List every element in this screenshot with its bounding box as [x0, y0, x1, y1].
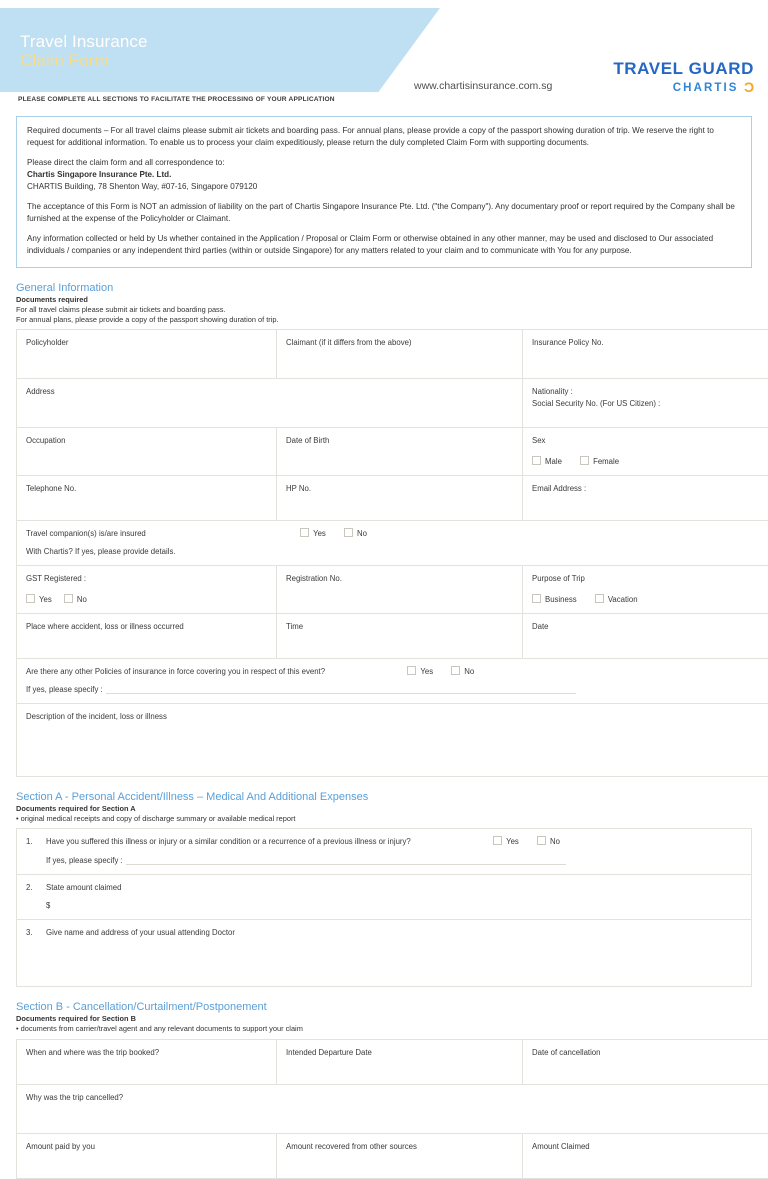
field-time[interactable] — [277, 613, 523, 658]
field-sex — [523, 428, 768, 475]
field-label: Telephone No. — [26, 484, 76, 493]
checkbox-label: Female — [593, 457, 619, 466]
checkbox-label: Yes — [506, 837, 519, 846]
field-registration-no[interactable] — [277, 566, 523, 613]
field-label: Amount recovered from other sources — [286, 1142, 417, 1151]
checkbox-other-policies-yes[interactable] — [407, 666, 433, 678]
checkbox-icon[interactable] — [595, 594, 604, 603]
checkbox-label: Yes — [39, 595, 52, 604]
field-label: Policyholder — [26, 338, 68, 347]
general-documents-line-2: For annual plans, please provide a copy of the passport showing duration of trip. — [16, 315, 752, 325]
checkbox-label: Business — [545, 595, 577, 604]
field-if-yes-specify — [26, 684, 768, 696]
form-content — [16, 116, 752, 1179]
general-documents-line-1: For all travel claims please submit air tickets and boarding pass. — [16, 305, 752, 315]
header-title-group — [20, 32, 148, 70]
field-insurance-policy-no[interactable] — [523, 330, 768, 379]
field-label: Intended Departure Date — [286, 1048, 372, 1057]
general-information-heading: General Information — [16, 282, 752, 294]
question-number: 1. — [26, 836, 46, 848]
field-telephone-no[interactable] — [17, 475, 277, 520]
table-row — [17, 613, 768, 658]
field-label: Travel companion(s) is/are insured — [26, 529, 146, 538]
field-address[interactable] — [17, 379, 523, 428]
checkbox-icon[interactable] — [580, 456, 589, 465]
currency-symbol: $ — [46, 900, 743, 912]
field-label: When and where was the trip booked? — [26, 1048, 159, 1057]
brand-logo — [613, 60, 754, 95]
table-row — [17, 920, 752, 987]
checkbox-icon[interactable] — [537, 836, 546, 845]
checkbox-gst-no[interactable] — [64, 594, 87, 606]
field-claimant[interactable] — [277, 330, 523, 379]
chartis-swoosh-icon: C — [744, 80, 754, 95]
field-email-address[interactable] — [523, 475, 768, 520]
table-row — [17, 566, 768, 613]
table-row — [17, 1084, 768, 1133]
field-nationality-ssn[interactable] — [523, 379, 768, 428]
write-in-line[interactable] — [106, 693, 576, 694]
field-label: Place where accident, loss or illness occurred — [26, 622, 184, 631]
field-label: Time — [286, 622, 303, 631]
checkbox-icon[interactable] — [64, 594, 73, 603]
field-intended-departure-date[interactable] — [277, 1039, 523, 1084]
table-row — [17, 703, 768, 776]
field-label: Claimant (if it differs from the above) — [286, 338, 412, 347]
checkbox-vacation[interactable] — [595, 594, 638, 606]
field-label: Email Address : — [532, 484, 586, 493]
field-label: Occupation — [26, 436, 65, 445]
field-date-of-birth[interactable] — [277, 428, 523, 475]
checkbox-icon[interactable] — [532, 594, 541, 603]
field-date[interactable] — [523, 613, 768, 658]
field-label: Date of cancellation — [532, 1048, 600, 1057]
field-why-cancelled[interactable] — [17, 1084, 768, 1133]
table-row — [17, 428, 768, 475]
field-occupation[interactable] — [17, 428, 277, 475]
checkbox-companion-yes[interactable] — [300, 528, 326, 540]
section-a-question-3[interactable] — [17, 920, 752, 987]
table-row — [17, 520, 768, 565]
checkbox-q1-no[interactable] — [537, 836, 560, 848]
checkbox-male[interactable] — [532, 456, 562, 468]
intro-notice-box — [16, 116, 752, 268]
section-a-question-2[interactable] — [17, 874, 752, 919]
checkbox-icon[interactable] — [26, 594, 35, 603]
field-label: Amount Claimed — [532, 1142, 590, 1151]
page-header — [0, 0, 768, 92]
field-label: If yes, please specify : — [26, 685, 103, 694]
checkbox-companion-no[interactable] — [344, 528, 367, 540]
checkbox-label: No — [357, 529, 367, 538]
section-b-heading: Section B - Cancellation/Curtailment/Postponement — [16, 1001, 752, 1013]
section-a-documents-title: Documents required for Section A — [16, 804, 752, 814]
table-row — [17, 475, 768, 520]
field-label: HP No. — [286, 484, 311, 493]
general-information-table — [16, 329, 768, 777]
checkbox-label: No — [550, 837, 560, 846]
checkbox-female[interactable] — [580, 456, 619, 468]
checkbox-label: Male — [545, 457, 562, 466]
checkbox-icon[interactable] — [451, 666, 460, 675]
question-number: 3. — [26, 927, 46, 939]
section-a-table — [16, 828, 752, 987]
field-label-ssn: Social Security No. (For US Citizen) : — [532, 399, 660, 408]
field-label: Purpose of Trip — [532, 574, 585, 583]
field-place-of-incident[interactable] — [17, 613, 277, 658]
intro-direct-to-label: Please direct the claim form and all correspondence to: — [27, 157, 741, 169]
company-address: CHARTIS Building, 78 Shenton Way, #07-16, Singapore 079120 — [27, 181, 741, 193]
logo-chartis-text: CHARTIS C — [613, 80, 754, 95]
field-label: Date of Birth — [286, 436, 329, 445]
company-name: Chartis Singapore Insurance Pte. Ltd. — [27, 169, 741, 181]
intro-paragraph-3: The acceptance of this Form is NOT an admission of liability on the part of Chartis Singapore Insurance Pte. Ltd. ("the Company"). Any documentary proof or report required by the Company shall be furnished at the expense of the Policyholder or Claimant. — [27, 201, 741, 225]
checkbox-label: No — [77, 595, 87, 604]
field-amount-paid[interactable] — [17, 1133, 277, 1178]
field-gst-registered — [17, 566, 277, 613]
field-amount-recovered[interactable] — [277, 1133, 523, 1178]
question-text: State amount claimed — [46, 882, 121, 894]
section-b-documents-title: Documents required for Section B — [16, 1014, 752, 1024]
field-policyholder[interactable] — [17, 330, 277, 379]
claim-form-page — [0, 0, 768, 92]
field-label: Amount paid by you — [26, 1142, 95, 1151]
field-purpose-of-trip — [523, 566, 768, 613]
question-number: 2. — [26, 882, 46, 894]
field-other-policies — [17, 658, 768, 703]
section-b-documents-line-1: • documents from carrier/travel agent and any relevant documents to support your claim — [16, 1024, 752, 1034]
checkbox-label: No — [464, 667, 474, 676]
checkbox-icon[interactable] — [300, 528, 309, 537]
field-label: Why was the trip cancelled? — [26, 1093, 123, 1102]
field-label: If yes, please specify : — [46, 856, 123, 865]
section-a-documents-line-1: • original medical receipts and copy of discharge summary or available medical report — [16, 814, 752, 824]
checkbox-other-policies-no[interactable] — [451, 666, 474, 678]
intro-paragraph-1: Required documents – For all travel claims please submit air tickets and boarding pass. For annual plans, please provide a copy of the passport showing duration of trip. We reserve the right to request for additional information. To enable us to process your claim expeditiously, please return the duly completed Claim Form with supporting documents. — [27, 125, 741, 149]
field-label: Address — [26, 387, 55, 396]
checkbox-icon[interactable] — [344, 528, 353, 537]
table-row — [17, 330, 768, 379]
checkbox-icon[interactable] — [407, 666, 416, 675]
logo-travel-guard-text: TRAVEL GUARD — [613, 60, 754, 78]
question-text: Have you suffered this illness or injury or a similar condition or a recurrence of a previous illness or injury? — [46, 836, 411, 848]
field-label-nationality: Nationality : — [532, 387, 573, 396]
checkbox-icon[interactable] — [532, 456, 541, 465]
write-in-line[interactable] — [126, 864, 566, 865]
table-row — [17, 1133, 768, 1178]
field-label: Are there any other Policies of insurance in force covering you in respect of this event? — [26, 667, 325, 676]
section-a-heading: Section A - Personal Accident/Illness – Medical And Additional Expenses — [16, 791, 752, 803]
checkbox-gst-yes[interactable] — [26, 594, 52, 606]
table-row — [17, 829, 752, 874]
field-label-with-chartis: With Chartis? If yes, please provide details. — [26, 546, 768, 558]
table-row — [17, 658, 768, 703]
section-b-table — [16, 1039, 768, 1179]
checkbox-icon[interactable] — [493, 836, 502, 845]
complete-all-sections-note: PLEASE COMPLETE ALL SECTIONS TO FACILITATE THE PROCESSING OF YOUR APPLICATION — [18, 96, 335, 103]
section-a-q1-specify — [26, 855, 743, 867]
page-subtitle: Claim Form — [20, 51, 148, 70]
checkbox-q1-yes[interactable] — [493, 836, 519, 848]
section-a-question-1 — [17, 829, 752, 874]
website-url: www.chartisinsurance.com.sg — [414, 80, 552, 92]
intro-paragraph-4: Any information collected or held by Us whether contained in the Application / Proposal or Claim Form or otherwise obtained in any other manner, may be used and disclosed to Our associated individuals / companies or any independent third parties (within or outside Singapore) for any matters related to your claim and to communicate with You for any purpose. — [27, 233, 741, 257]
field-travel-companion-insured — [17, 520, 768, 565]
field-label: Registration No. — [286, 574, 342, 583]
field-amount-claimed[interactable] — [523, 1133, 768, 1178]
field-date-of-cancellation[interactable] — [523, 1039, 768, 1084]
checkbox-label: Yes — [420, 667, 433, 676]
table-row — [17, 1039, 768, 1084]
checkbox-label: Vacation — [608, 595, 638, 604]
field-label: Insurance Policy No. — [532, 338, 604, 347]
page-title: Travel Insurance — [20, 32, 148, 51]
general-documents-required-title: Documents required — [16, 295, 752, 305]
checkbox-business[interactable] — [532, 594, 577, 606]
field-label: Description of the incident, loss or illness — [26, 712, 167, 721]
table-row — [17, 379, 768, 428]
table-row — [17, 874, 752, 919]
checkbox-label: Yes — [313, 529, 326, 538]
field-label: Sex — [532, 436, 545, 445]
field-hp-no[interactable] — [277, 475, 523, 520]
field-description-of-incident[interactable] — [17, 703, 768, 776]
question-text: Give name and address of your usual attending Doctor — [46, 927, 235, 939]
field-label: Date — [532, 622, 548, 631]
field-trip-booked[interactable] — [17, 1039, 277, 1084]
field-label: GST Registered : — [26, 574, 86, 583]
